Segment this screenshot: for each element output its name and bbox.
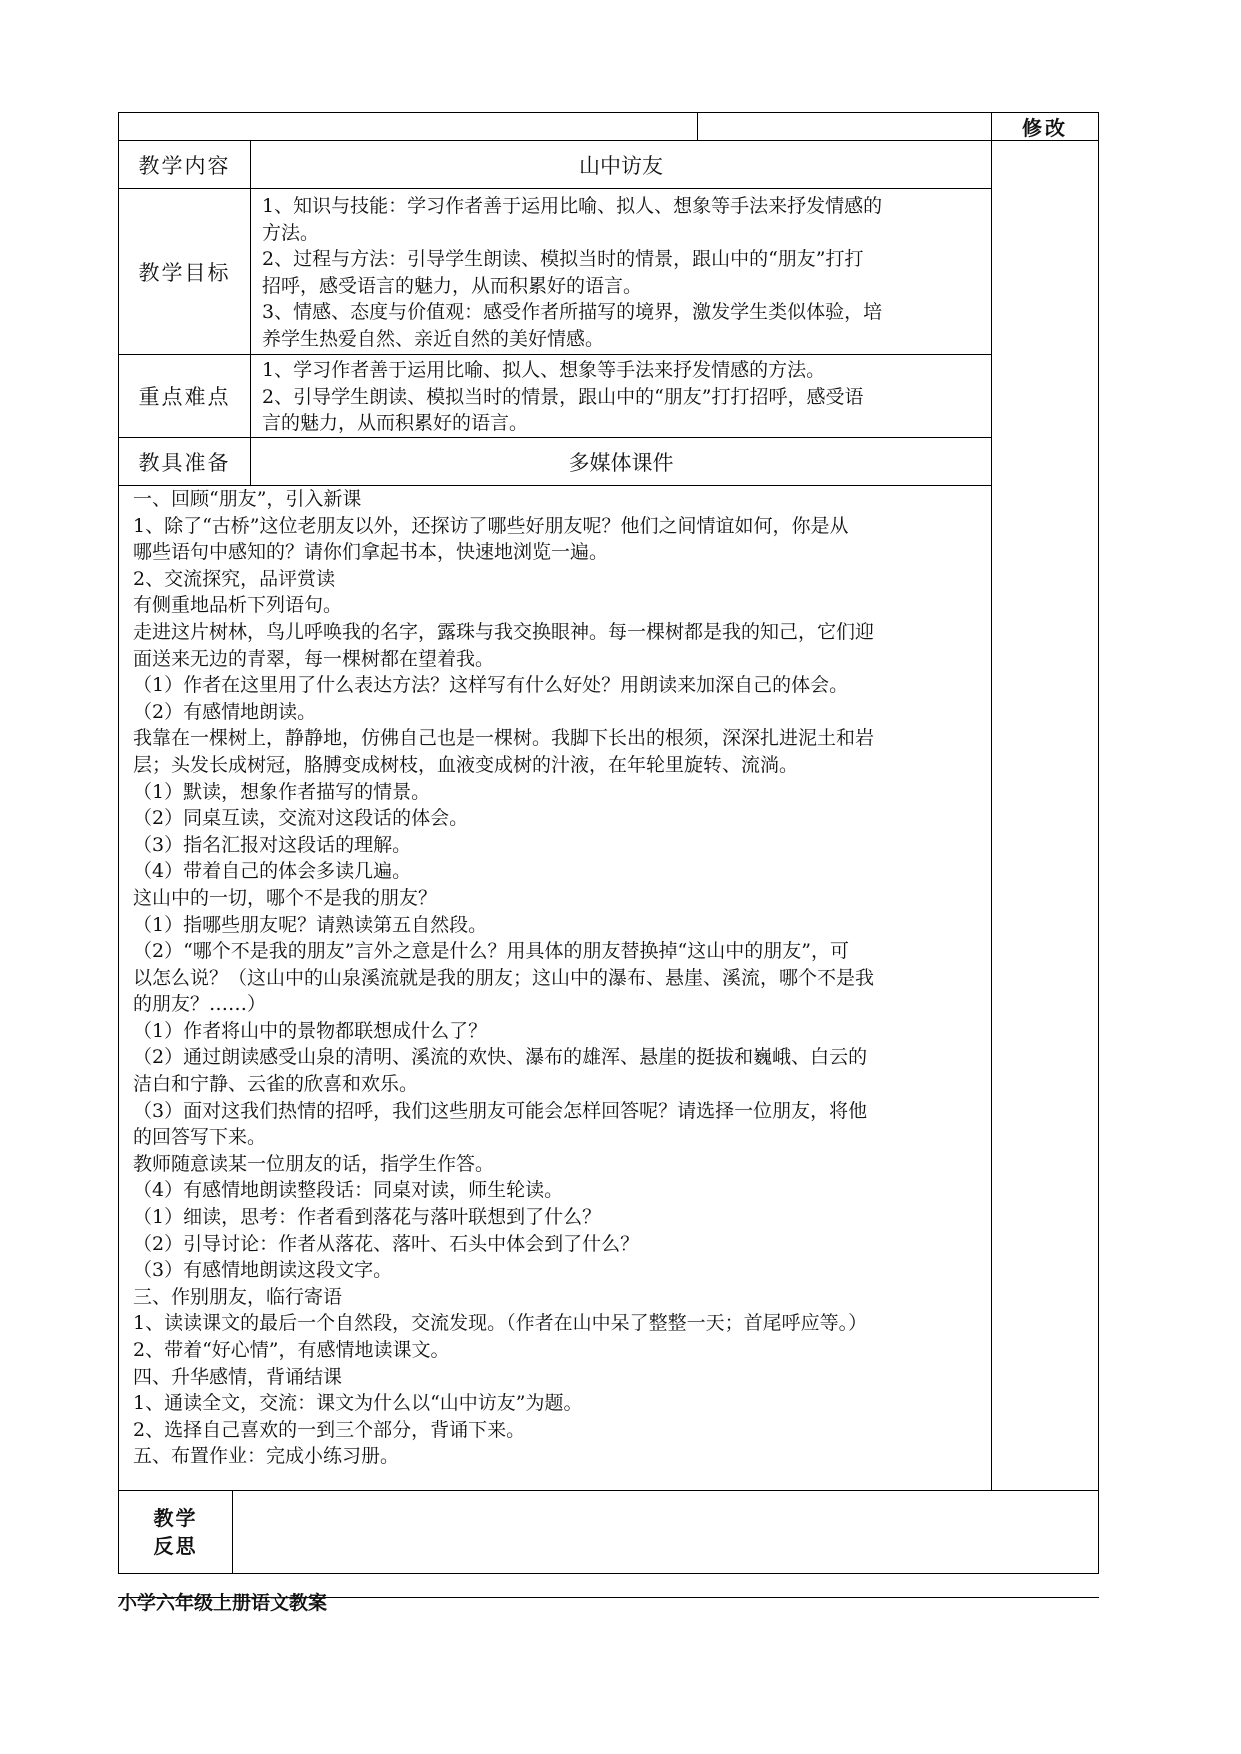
table-border-top: [118, 112, 1099, 113]
process-line: （2）通过朗读感受山泉的清明、溪流的欢快、瀑布的雄浑、悬崖的挺拔和巍峨、白云的: [133, 1046, 868, 1069]
process-line: 洁白和宁静、云雀的欣喜和欢乐。: [133, 1073, 419, 1096]
process-line: 有侧重地品析下列语句。: [133, 594, 343, 617]
process-line: 我靠在一棵树上，静静地，仿佛自己也是一棵树。我脚下长出的根须，深深扎进泥土和岩: [133, 727, 875, 750]
process-line: 面送来无边的青翠，每一棵树都在望着我。: [133, 647, 495, 670]
process-line: 哪些语句中感知的？请你们拿起书本，快速地浏览一遍。: [133, 541, 609, 564]
table-border-bottom: [118, 1573, 1099, 1574]
teaching-process: [133, 486, 983, 1470]
process-line: （2）引导讨论：作者从落花、落叶、石头中体会到了什么？: [133, 1232, 640, 1255]
label-column-divider: [250, 140, 251, 486]
process-line: （1）指哪些朋友呢？请熟读第五自然段。: [133, 913, 488, 936]
process-line: （4）带着自己的体会多读几遍。: [133, 860, 412, 883]
process-line: （2）同桌互读，交流对这段话的体会。: [133, 807, 469, 830]
reflection-content: [233, 1491, 1098, 1573]
goal-line: 3、情感、态度与价值观：感受作者所描写的境界，激发学生类似体验，培: [262, 301, 883, 324]
edit-column-divider: [991, 112, 992, 1490]
process-line: 教师随意读某一位朋友的话，指学生作答。: [133, 1152, 495, 1175]
process-line: 四、升华感情，背诵结课: [133, 1365, 343, 1388]
process-line: 以怎么说？（这山中的山泉溪流就是我的朋友；这山中的瀑布、悬崖、溪流，哪个不是我: [133, 966, 875, 989]
goal-line: 养学生热爱自然、亲近自然的美好情感。: [262, 327, 605, 350]
lesson-title: 山中访友: [579, 153, 663, 178]
process-line: （3）面对这我们热情的招呼，我们这些朋友可能会怎样回答呢？请选择一位朋友，将他: [133, 1099, 868, 1122]
process-line: （1）细读，思考：作者看到落花与落叶联想到了什么？: [133, 1206, 602, 1229]
table-border-right: [1098, 112, 1099, 1574]
process-line: 五、布置作业：完成小练习册。: [133, 1445, 400, 1468]
materials-label: 教具准备: [138, 450, 231, 475]
reflection-label: [119, 1491, 232, 1573]
keypoint-line: 2、引导学生朗读、模拟当时的情景，跟山中的“朋友”打打招呼，感受语: [262, 385, 864, 408]
process-line: 1、读读课文的最后一个自然段，交流发现。（作者在山中呆了整整一天；首尾呼应等。）: [133, 1312, 868, 1335]
process-line: 1、除了“古桥”这位老朋友以外，还探访了哪些好朋友呢？他们之间情谊如何，你是从: [133, 514, 849, 537]
keypoints-text: [262, 357, 984, 437]
reflection-label-line: 教学: [153, 1506, 198, 1530]
goal-line: 1、知识与技能：学习作者善于运用比喻、拟人、想象等手法来抒发情感的: [262, 195, 883, 217]
process-line: 的回答写下来。: [133, 1126, 267, 1149]
process-line: 2、选择自己喜欢的一到三个部分，背诵下来。: [133, 1418, 526, 1441]
process-line: 走进这片树林，鸟儿呼唤我的名字，露珠与我交换眼神。每一棵树都是我的知己，它们迎: [133, 620, 875, 643]
keypoint-line: 1、学习作者善于运用比喻、拟人、想象等手法来抒发情感的方法。: [262, 359, 826, 381]
process-line: 层；头发长成树冠，胳膊变成树枝，血液变成树的汁液，在年轮里旋转、流淌。: [133, 753, 799, 776]
goal-line: 方法。: [262, 221, 320, 244]
header-divider: [697, 112, 698, 140]
goal-line: 2、过程与方法：引导学生朗读、模拟当时的情景，跟山中的“朋友”打打: [262, 248, 864, 271]
document-footer: 小学六年级上册语文教案: [118, 1592, 328, 1614]
edit-column-header: 修改: [1022, 116, 1068, 140]
process-line: （2）有感情地朗读。: [133, 700, 317, 723]
process-line: 三、作别朋友，临行寄语: [133, 1285, 343, 1308]
keypoints-label: 重点难点: [138, 385, 231, 409]
process-line: （4）有感情地朗读整段话：同桌对读，师生轮读。: [133, 1179, 564, 1202]
process-line: 2、带着“好心情”，有感情地读课文。: [133, 1339, 450, 1361]
goal-line: 招呼，感受语言的魅力，从而积累好的语言。: [262, 274, 643, 297]
process-line: （2）“哪个不是我的朋友”言外之意是什么？用具体的朋友替换掉“这山中的朋友”，可: [133, 940, 849, 963]
process-line: （3）有感情地朗读这段文字。: [133, 1259, 393, 1282]
materials-value: 多媒体课件: [568, 450, 674, 475]
process-line: （1）作者将山中的景物都联想成什么了？: [133, 1019, 488, 1042]
process-line: 一、回顾“朋友”，引入新课: [133, 488, 362, 510]
process-line: （1）作者在这里用了什么表达方法？这样写有什么好处？用朗读来加深自己的体会。: [133, 674, 849, 697]
content-label: 教学内容: [138, 153, 231, 178]
keypoint-line: 言的魅力，从而积累好的语言。: [262, 412, 529, 435]
process-line: （3）指名汇报对这段话的理解。: [133, 833, 412, 856]
reflection-label-line: 反思: [153, 1534, 198, 1558]
goals-text: [262, 193, 984, 353]
process-line: （1）默读，想象作者描写的情景。: [133, 780, 431, 803]
goals-label: 教学目标: [138, 260, 231, 285]
process-line: 1、通读全文，交流：课文为什么以“山中访友”为题。: [133, 1392, 583, 1415]
process-line: 的朋友？……）: [133, 993, 267, 1016]
process-line: 2、交流探究，品评赏读: [133, 567, 336, 590]
process-line: 这山中的一切，哪个不是我的朋友？: [133, 886, 438, 909]
